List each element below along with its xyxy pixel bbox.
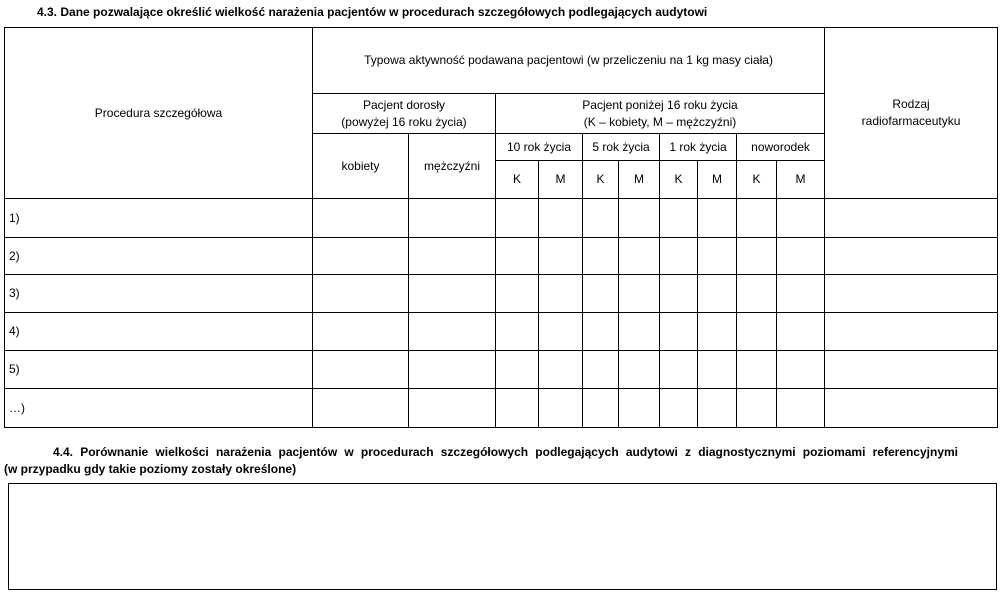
- table-cell[interactable]: [660, 313, 698, 351]
- table-cell[interactable]: [825, 199, 998, 238]
- table-cell[interactable]: [698, 313, 737, 351]
- header-k: K: [496, 161, 539, 199]
- header-activity: Typowa aktywność podawana pacjentowi (w przeliczeniu na 1 kg masy ciała): [313, 28, 825, 94]
- table-cell[interactable]: [539, 389, 583, 428]
- header-k: K: [660, 161, 698, 199]
- section-4-4-title-line1: 4.4. Porównanie wielkości narażenia pacjentów w procedurach szczegółowych podlegających audytowi z diagnostycznymi poziomami referencyjnymi: [53, 445, 958, 459]
- table-cell[interactable]: [409, 238, 496, 275]
- table-cell[interactable]: [698, 389, 737, 428]
- comparison-answer-box[interactable]: [8, 483, 997, 590]
- header-k: K: [583, 161, 619, 199]
- table-cell[interactable]: [619, 389, 660, 428]
- table-cell[interactable]: [313, 199, 409, 238]
- table-cell[interactable]: [583, 351, 619, 389]
- header-age-newborn: noworodek: [737, 134, 825, 161]
- table-cell[interactable]: [777, 199, 825, 238]
- table-cell[interactable]: [825, 238, 998, 275]
- table-cell[interactable]: [409, 313, 496, 351]
- table-cell[interactable]: [698, 199, 737, 238]
- section-4-4-title: [4, 444, 958, 478]
- header-adult-men: mężczyźni: [409, 134, 496, 199]
- exposure-table: [4, 27, 998, 428]
- table-cell[interactable]: [583, 199, 619, 238]
- header-age-5: 5 rok życia: [583, 134, 660, 161]
- table-cell[interactable]: [825, 313, 998, 351]
- table-cell[interactable]: [496, 238, 539, 275]
- header-k: K: [737, 161, 777, 199]
- header-child: Pacjent poniżej 16 roku życia (K – kobiety, M – mężczyźni): [496, 94, 825, 134]
- table-cell[interactable]: [825, 351, 998, 389]
- table-cell[interactable]: [496, 313, 539, 351]
- table-cell[interactable]: [313, 238, 409, 275]
- table-row: [5, 275, 998, 313]
- table-cell[interactable]: [698, 275, 737, 313]
- table-cell[interactable]: [619, 313, 660, 351]
- row-label: 5): [5, 351, 313, 389]
- table-cell[interactable]: [409, 275, 496, 313]
- table-cell[interactable]: [825, 275, 998, 313]
- table-cell[interactable]: [539, 275, 583, 313]
- table-cell[interactable]: [496, 275, 539, 313]
- table-cell[interactable]: [660, 238, 698, 275]
- table-cell[interactable]: [409, 199, 496, 238]
- table-cell[interactable]: [737, 313, 777, 351]
- table-row: [5, 238, 998, 275]
- row-label: 3): [5, 275, 313, 313]
- table-cell[interactable]: [539, 199, 583, 238]
- table-cell[interactable]: [619, 238, 660, 275]
- table-cell[interactable]: [583, 313, 619, 351]
- table-cell[interactable]: [777, 313, 825, 351]
- table-cell[interactable]: [737, 351, 777, 389]
- table-cell[interactable]: [409, 389, 496, 428]
- section-4-4-title-line2: (w przypadku gdy takie poziomy zostały określone): [4, 462, 297, 476]
- table-cell[interactable]: [619, 275, 660, 313]
- table-cell[interactable]: [698, 351, 737, 389]
- row-label: 1): [5, 199, 313, 238]
- header-adult-women: kobiety: [313, 134, 409, 199]
- table-cell[interactable]: [698, 238, 737, 275]
- table-cell[interactable]: [660, 199, 698, 238]
- table-cell[interactable]: [313, 351, 409, 389]
- table-cell[interactable]: [777, 275, 825, 313]
- table-cell[interactable]: [777, 238, 825, 275]
- table-cell[interactable]: [737, 275, 777, 313]
- table-cell[interactable]: [539, 313, 583, 351]
- header-adult: Pacjent dorosły (powyżej 16 roku życia): [313, 94, 496, 134]
- header-age-1: 1 rok życia: [660, 134, 737, 161]
- table-cell[interactable]: [777, 389, 825, 428]
- table-row: [5, 313, 998, 351]
- table-cell[interactable]: [737, 238, 777, 275]
- table-row: [5, 389, 998, 428]
- table-cell[interactable]: [619, 199, 660, 238]
- table-cell[interactable]: [539, 238, 583, 275]
- header-m: M: [539, 161, 583, 199]
- table-cell[interactable]: [660, 351, 698, 389]
- table-cell[interactable]: [583, 389, 619, 428]
- table-cell[interactable]: [496, 389, 539, 428]
- table-cell[interactable]: [539, 351, 583, 389]
- table-cell[interactable]: [313, 313, 409, 351]
- table-row: [5, 351, 998, 389]
- table-cell[interactable]: [496, 199, 539, 238]
- table-cell[interactable]: [409, 351, 496, 389]
- table-cell[interactable]: [583, 238, 619, 275]
- table-cell[interactable]: [737, 199, 777, 238]
- table-cell[interactable]: [313, 275, 409, 313]
- section-4-3-title: 4.3. Dane pozwalające określić wielkość narażenia pacjentów w procedurach szczegółowych podlegających audytowi: [37, 5, 708, 19]
- header-procedure: Procedura szczegółowa: [5, 28, 313, 199]
- row-label: …): [5, 389, 313, 428]
- table-cell[interactable]: [660, 389, 698, 428]
- header-age-10: 10 rok życia: [496, 134, 583, 161]
- table-cell[interactable]: [313, 389, 409, 428]
- table-cell[interactable]: [583, 275, 619, 313]
- table-cell[interactable]: [737, 389, 777, 428]
- table-cell[interactable]: [619, 351, 660, 389]
- table-cell[interactable]: [825, 389, 998, 428]
- table-cell[interactable]: [496, 351, 539, 389]
- row-label: 4): [5, 313, 313, 351]
- header-m: M: [698, 161, 737, 199]
- table-cell[interactable]: [660, 275, 698, 313]
- header-m: M: [619, 161, 660, 199]
- table-row: [5, 199, 998, 238]
- header-radiopharmaceutical: Rodzaj radiofarmaceutyku: [825, 28, 998, 199]
- row-label: 2): [5, 238, 313, 275]
- table-cell[interactable]: [777, 351, 825, 389]
- header-m: M: [777, 161, 825, 199]
